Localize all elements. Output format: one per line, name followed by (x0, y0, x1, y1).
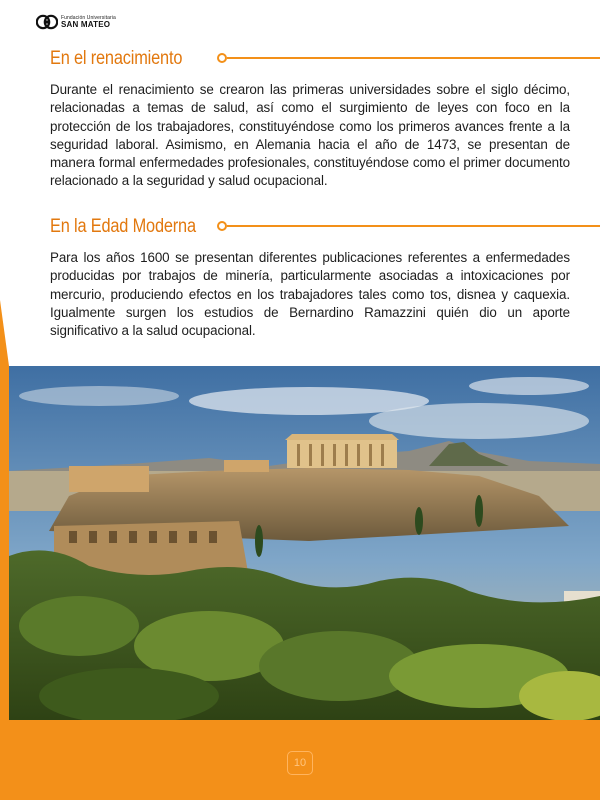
title-dot-icon (217, 221, 227, 231)
title-rule (227, 57, 600, 59)
section-title-renacimiento: En el renacimiento (50, 48, 183, 69)
acropolis-photo (9, 366, 600, 720)
section-title-edad-moderna: En la Edad Moderna (50, 216, 196, 237)
logo-mark-icon (36, 14, 58, 30)
logo-line1: Fundación Universitaria (61, 14, 116, 21)
paragraph-edad-moderna: Para los años 1600 se presentan diferentes publicaciones referentes a enfermedades producidas por trabajos de minería, particularmente asociadas a intoxicaciones por mercurio, produciendo efectos en los trabajadores tales como tos, disnea y caquexia. Igualmente surgen los estudios de Bernardino Ramazzini quién dio un aporte significativo a la salud ocupacional. (50, 250, 570, 339)
university-logo (36, 14, 116, 30)
paragraph-renacimiento: Durante el renacimiento se crearon las primeras universidades sobre el siglo décimo, relacionadas a temas de salud, así como el surgimiento de leyes con foco en la protección de los trabajadores, constituyéndose como los primeros avances frente a la seguridad laboral. Asimismo, en Alemania hacia el año de 1473, se presentan de manera formal enfermedades profesionales, constituyéndose como el primer documento relacionado a la seguridad y salud ocupacional. (50, 82, 570, 189)
title-rule (227, 225, 600, 227)
logo-line2: SAN MATEO (61, 19, 111, 29)
page-number: 10 (287, 751, 313, 775)
title-dot-icon (217, 53, 227, 63)
